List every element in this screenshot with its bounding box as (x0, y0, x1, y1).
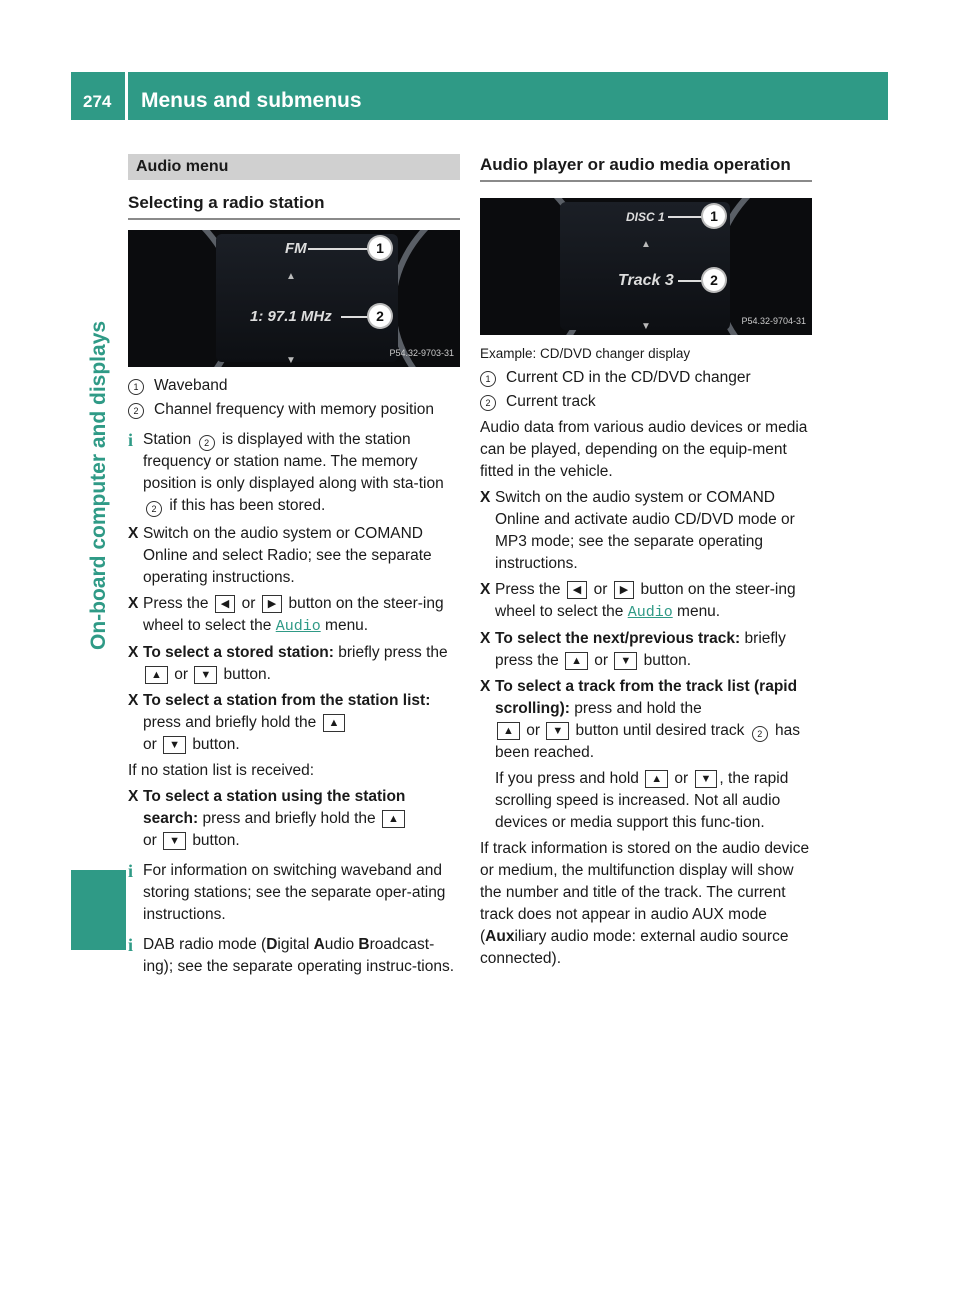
right-button-icon: ▶ (262, 595, 282, 613)
frequency-text: 1: 97.1 MHz (250, 308, 332, 325)
paragraph-emphasis: Aux (485, 928, 515, 945)
step-marker-icon: X (480, 678, 491, 695)
waveband-text: FM (285, 240, 307, 257)
instruction-substep (480, 768, 812, 834)
step-marker-icon: X (480, 630, 491, 647)
step-text: has been reached. (495, 722, 801, 761)
instruction-step (480, 487, 812, 575)
audio-menu-label: Audio (275, 618, 321, 635)
callout-line-1 (308, 248, 368, 250)
down-arrow-icon: ▼ (641, 321, 651, 332)
section-title-audio: Audio player or audio media operation (480, 154, 812, 182)
right-column (480, 154, 812, 974)
up-button-icon: ▲ (645, 770, 668, 788)
step-marker-icon: X (480, 489, 491, 506)
info-text: DAB radio mode ( (143, 936, 267, 953)
step-text: or (526, 722, 540, 739)
step-text: press and hold the (574, 700, 702, 717)
info-text: For information on switching waveband and storing stations; see the separate oper-ating instructions. (143, 862, 446, 923)
paragraph-text: If track information is stored on the audio device or medium, the multifunction display will show the number and title of the track. The current track does not appear in audio AUX mode ( (480, 840, 810, 945)
legend-item (128, 399, 460, 421)
legend-text: Waveband (154, 377, 228, 394)
step-text: press and briefly hold the (202, 810, 376, 827)
instruction-step (128, 593, 460, 638)
up-arrow-icon: ▲ (641, 239, 651, 250)
up-button-icon: ▲ (145, 666, 168, 684)
step-text: or (143, 736, 157, 753)
down-button-icon: ▼ (194, 666, 217, 684)
info-emphasis: B (358, 936, 370, 953)
step-marker-icon: X (128, 788, 139, 805)
down-arrow-icon: ▼ (286, 355, 296, 366)
callout-1: 1 (703, 205, 725, 227)
left-button-icon: ◀ (215, 595, 235, 613)
ref-number: 2 (146, 501, 162, 517)
up-button-icon: ▲ (323, 714, 346, 732)
legend-item (480, 367, 812, 389)
step-text: menu. (325, 617, 369, 634)
page-title: Menus and submenus (141, 89, 362, 112)
step-text: button on the steer-ing wheel to select the (143, 595, 444, 634)
info-note (128, 429, 460, 517)
callout-2: 2 (703, 269, 725, 291)
figure-code: P54.32-9704-31 (741, 316, 806, 326)
step-text: menu. (677, 603, 721, 620)
callout-1: 1 (369, 237, 391, 259)
up-button-icon: ▲ (382, 810, 405, 828)
step-text: press and briefly hold the (143, 714, 317, 731)
legend-item (128, 375, 460, 397)
info-emphasis: D (266, 936, 278, 953)
audio-menu-label: Audio (627, 604, 673, 621)
step-text: or (593, 581, 608, 598)
legend-number: 1 (480, 371, 496, 387)
step-heading: To select a station from the station list: (143, 692, 431, 709)
step-heading: To select the next/previous track: (495, 630, 741, 647)
figure-code: P54.32-9703-31 (389, 348, 454, 358)
track-text: Track 3 (618, 272, 674, 289)
info-icon: i (128, 861, 134, 881)
chapter-sidebar (71, 120, 126, 890)
callout-2: 2 (369, 305, 391, 327)
paragraph: If no station list is received: (128, 762, 315, 779)
down-button-icon: ▼ (546, 722, 569, 740)
legend-text: Channel frequency with memory position (154, 401, 434, 418)
legend-item (480, 391, 812, 413)
paragraph (480, 838, 812, 970)
page-header (71, 72, 888, 120)
step-marker-icon: X (128, 692, 139, 709)
right-button-icon: ▶ (614, 581, 634, 599)
step-marker-icon: X (480, 581, 491, 598)
step-text: or (143, 832, 157, 849)
step-heading: To select a station using the station search: (143, 788, 406, 827)
section-banner: Audio menu (128, 154, 460, 180)
instruction-step (480, 628, 812, 672)
info-note (128, 934, 460, 978)
step-text: Press the (143, 595, 209, 612)
step-text: button. (192, 832, 240, 849)
step-marker-icon: X (128, 644, 139, 661)
info-text: udio (324, 936, 359, 953)
callout-line-2 (341, 316, 369, 318)
info-emphasis: A (313, 936, 325, 953)
info-text: igital (277, 936, 314, 953)
legend-number: 2 (128, 403, 144, 419)
up-button-icon: ▲ (497, 722, 520, 740)
instruction-step (128, 690, 460, 756)
step-text: briefly press the (338, 644, 448, 661)
left-column (128, 154, 460, 984)
down-button-icon: ▼ (695, 770, 718, 788)
figure-caption: Example: CD/DVD changer display (480, 346, 691, 361)
step-text: button. (223, 666, 271, 683)
page-number: 274 (83, 92, 112, 111)
step-text: or (174, 666, 188, 683)
step-text: button on the steer-ing wheel to select the (495, 581, 796, 620)
info-note (128, 860, 460, 926)
down-button-icon: ▼ (614, 652, 637, 670)
legend-text: Current CD in the CD/DVD changer (506, 369, 751, 386)
left-button-icon: ◀ (567, 581, 587, 599)
step-text: button. (643, 652, 691, 669)
info-text: Station (143, 431, 192, 448)
legend-number: 1 (128, 379, 144, 395)
step-marker-icon: X (128, 595, 139, 612)
info-icon: i (128, 935, 134, 955)
ref-number: 2 (752, 726, 768, 742)
down-button-icon: ▼ (163, 736, 186, 754)
ref-number: 2 (199, 435, 215, 451)
step-text: Press the (495, 581, 561, 598)
audio-display-figure (480, 198, 812, 335)
radio-display-figure (128, 230, 460, 367)
step-heading: To select a track from the track list (rapid scrolling): (495, 678, 798, 717)
instruction-step (480, 676, 812, 764)
step-text: If you press and hold (495, 770, 639, 787)
info-icon: i (128, 430, 134, 450)
legend-text: Current track (506, 393, 596, 410)
instruction-step (128, 642, 460, 686)
info-text: if this has been stored. (169, 497, 326, 514)
step-text: or (674, 770, 689, 787)
instruction-step (480, 579, 812, 624)
header-divider (125, 72, 128, 120)
instruction-step (128, 786, 460, 852)
step-text: button. (192, 736, 240, 753)
info-text: is displayed with the station frequency or station name. The memory position is only displayed along with sta-tion (143, 431, 444, 492)
callout-line-1 (668, 216, 702, 218)
section-title-radio: Selecting a radio station (128, 192, 460, 220)
step-text: Switch on the audio system or COMAND Online and activate audio CD/DVD mode or MP3 mode; see the separate operating instructions. (495, 489, 795, 572)
paragraph-text: iliary audio mode: external audio source connected). (480, 928, 789, 967)
chapter-tab (71, 870, 126, 950)
step-text: briefly press the (495, 630, 786, 669)
info-text: roadcast-ing); see the separate operating instruc-tions. (143, 936, 455, 975)
legend-number: 2 (480, 395, 496, 411)
up-arrow-icon: ▲ (286, 271, 296, 282)
paragraph: Audio data from various audio devices or media can be played, depending on the equip-ment fitted in the vehicle. (480, 419, 808, 480)
step-marker-icon: X (128, 525, 139, 542)
instruction-step (128, 523, 460, 589)
callout-line-2 (678, 280, 702, 282)
disc-text: DISC 1 (626, 210, 665, 224)
chapter-title: On-board computer and displays (87, 320, 110, 650)
step-text: Switch on the audio system or COMAND Online and select Radio; see the separate operating instructions. (143, 525, 432, 586)
up-button-icon: ▲ (565, 652, 588, 670)
down-button-icon: ▼ (163, 832, 186, 850)
step-text: button until desired track (575, 722, 745, 739)
step-text: , the rapid scrolling speed is increased. Not all audio devices or media support this func-tion. (495, 770, 789, 831)
step-text: or (241, 595, 256, 612)
step-text: or (594, 652, 609, 669)
step-heading: To select a stored station: (143, 644, 334, 661)
